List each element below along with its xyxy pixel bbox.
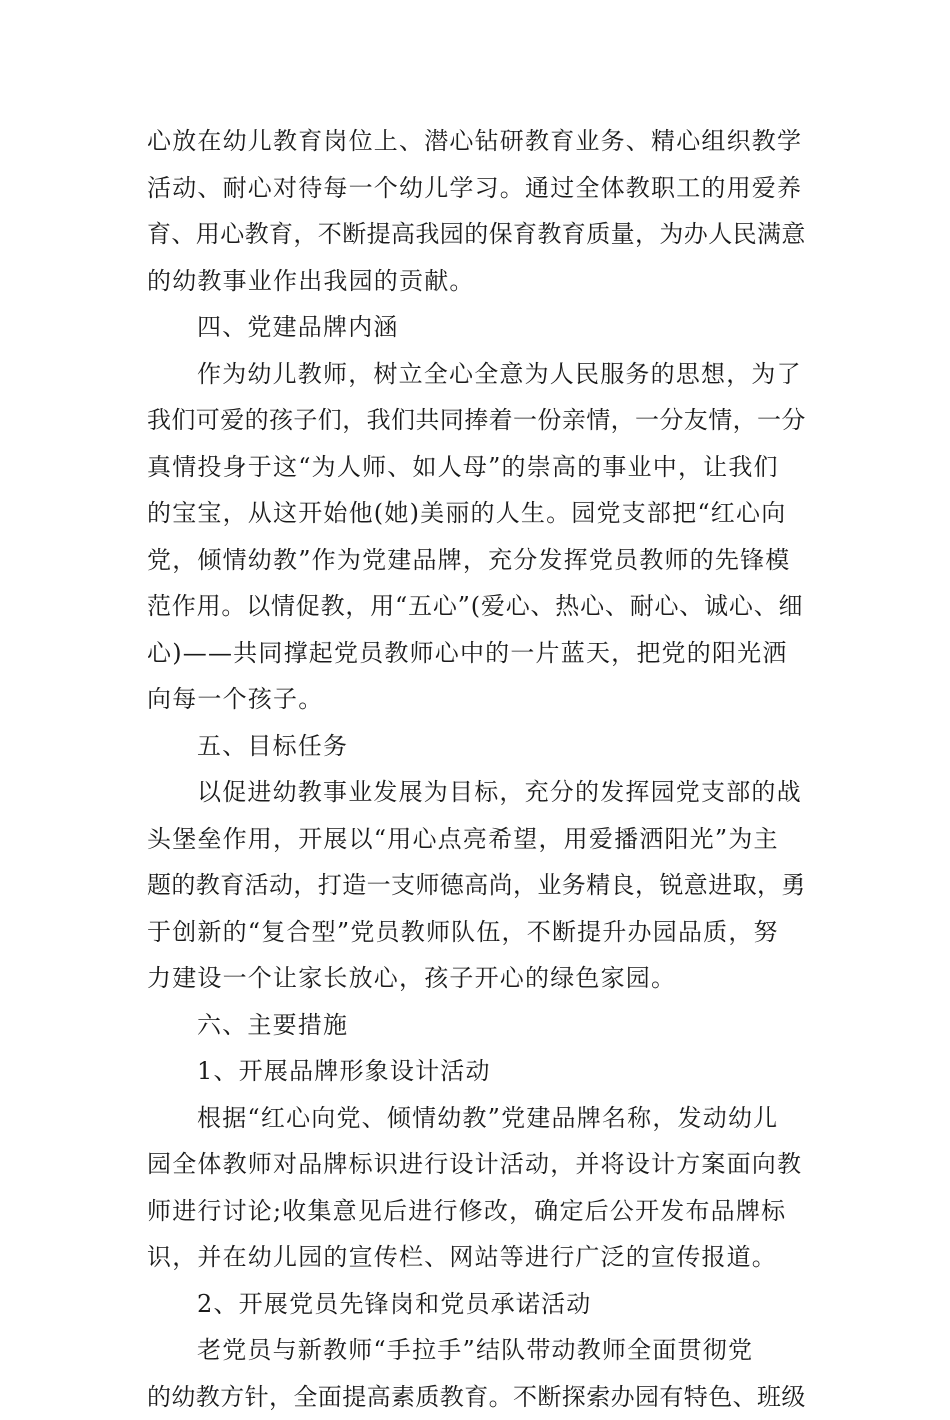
text-line: 根据“红心向党、倾情幼教”党建品牌名称，发动幼儿 — [147, 1095, 807, 1142]
text-line: 向每一个孩子。 — [147, 676, 807, 723]
text-line: 2、开展党员先锋岗和党员承诺活动 — [147, 1281, 807, 1328]
text-line: 我们可爱的孩子们，我们共同捧着一份亲情，一分友情，一分 — [147, 397, 807, 444]
text-line: 1、开展品牌形象设计活动 — [147, 1048, 807, 1095]
text-line: 党，倾情幼教”作为党建品牌，充分发挥党员教师的先锋模 — [147, 537, 807, 584]
text-line: 五、目标任务 — [147, 723, 807, 770]
text-line: 识，并在幼儿园的宣传栏、网站等进行广泛的宣传报道。 — [147, 1234, 807, 1281]
text-line: 育、用心教育，不断提高我园的保育教育质量，为办人民满意 — [147, 211, 807, 258]
text-line: 题的教育活动，打造一支师德高尚，业务精良，锐意进取，勇 — [147, 862, 807, 909]
text-line: 真情投身于这“为人师、如人母”的崇高的事业中，让我们 — [147, 444, 807, 491]
text-line: 师进行讨论;收集意见后进行修改，确定后公开发布品牌标 — [147, 1188, 807, 1235]
text-line: 以促进幼教事业发展为目标，充分的发挥园党支部的战 — [147, 769, 807, 816]
text-line: 力建设一个让家长放心，孩子开心的绿色家园。 — [147, 955, 807, 1002]
text-line: 四、党建品牌内涵 — [147, 304, 807, 351]
text-line: 的幼教事业作出我园的贡献。 — [147, 258, 807, 305]
text-line: 范作用。以情促教，用“五心”(爱心、热心、耐心、诚心、细 — [147, 583, 807, 630]
text-line: 老党员与新教师“手拉手”结队带动教师全面贯彻党 — [147, 1327, 807, 1374]
text-line: 作为幼儿教师，树立全心全意为人民服务的思想，为了 — [147, 351, 807, 398]
document-body — [147, 118, 807, 1420]
text-line: 心)——共同撑起党员教师心中的一片蓝天，把党的阳光洒 — [147, 630, 807, 677]
text-line: 的幼教方针，全面提高素质教育。不断探索办园有特色、班级 — [147, 1374, 807, 1420]
text-line: 园全体教师对品牌标识进行设计活动，并将设计方案面向教 — [147, 1141, 807, 1188]
text-line: 六、主要措施 — [147, 1002, 807, 1049]
text-line: 心放在幼儿教育岗位上、潜心钻研教育业务、精心组织教学 — [147, 118, 807, 165]
text-line: 活动、耐心对待每一个幼儿学习。通过全体教职工的用爱养 — [147, 165, 807, 212]
text-line: 于创新的“复合型”党员教师队伍，不断提升办园品质，努 — [147, 909, 807, 956]
text-line: 的宝宝，从这开始他(她)美丽的人生。园党支部把“红心向 — [147, 490, 807, 537]
text-line: 头堡垒作用，开展以“用心点亮希望，用爱播洒阳光”为主 — [147, 816, 807, 863]
